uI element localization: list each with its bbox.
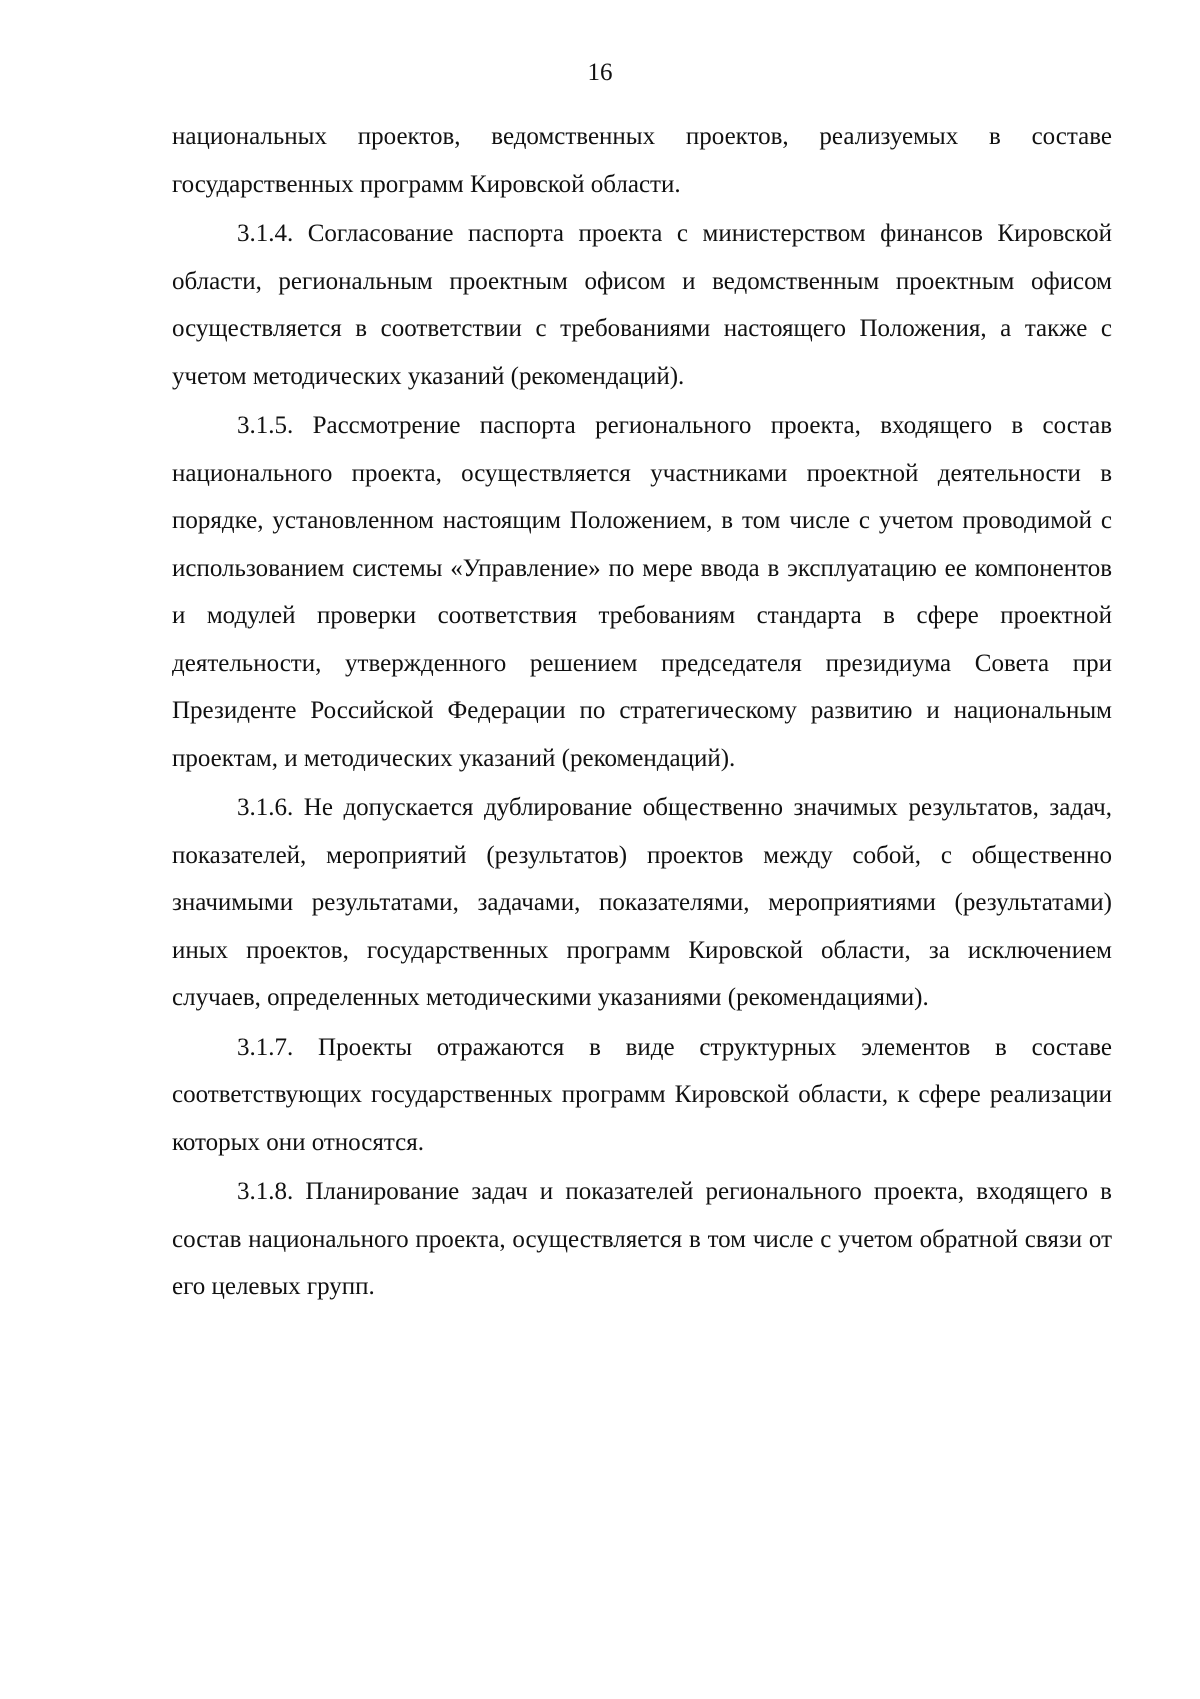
paragraph-3-1-5: 3.1.5. Рассмотрение паспорта регионального проекта, входящего в состав национального проекта, осуществляется участниками проектной деятельности в порядке, установленном настоящим Положением, в том числе с учетом проводимой с использованием системы «Управление» по мере ввода в эксплуатацию ее компонентов и модулей проверки соответствия требованиям стандарта в сфере проектной деятельности, утвержденного решением председателя президиума Совета при Президенте Российской Федерации по стратегическому развитию и национальным проектам, и методических указаний (рекомендаций). [172,412,1112,772]
paragraph-3-1-4: 3.1.4. Согласование паспорта проекта с министерством финансов Кировской области, региональным проектным офисом и ведомственным проектным офисом осуществляется в соответствии с требованиями настоящего Положения, а также с учетом методических указаний (рекомендаций). [172,220,1112,390]
paragraph-3-1-8: 3.1.8. Планирование задач и показателей регионального проекта, входящего в состав национального проекта, осуществляется в том числе с учетом обратной связи от его целевых групп. [172,1178,1112,1300]
document-body [172,113,1112,1313]
paragraph-3-1-6: 3.1.6. Не допускается дублирование общественно значимых результатов, задач, показателей, мероприятий (результатов) проектов между собой, с общественно значимыми результатами, задачами, показателями, мероприятиями (результатами) иных проектов, государственных программ Кировской области, за исключением случаев, определенных методическими указаниями (рекомендациями). [172,794,1112,1011]
page-number: 16 [587,59,613,86]
paragraph-3-1-7: 3.1.7. Проекты отражаются в виде структурных элементов в составе соответствующих государственных программ Кировской области, к сфере реализации которых они относятся. [172,1033,1112,1156]
paragraph-continuation: национальных проектов, ведомственных проектов, реализуемых в составе государственных программ Кировской области. [172,123,1112,198]
